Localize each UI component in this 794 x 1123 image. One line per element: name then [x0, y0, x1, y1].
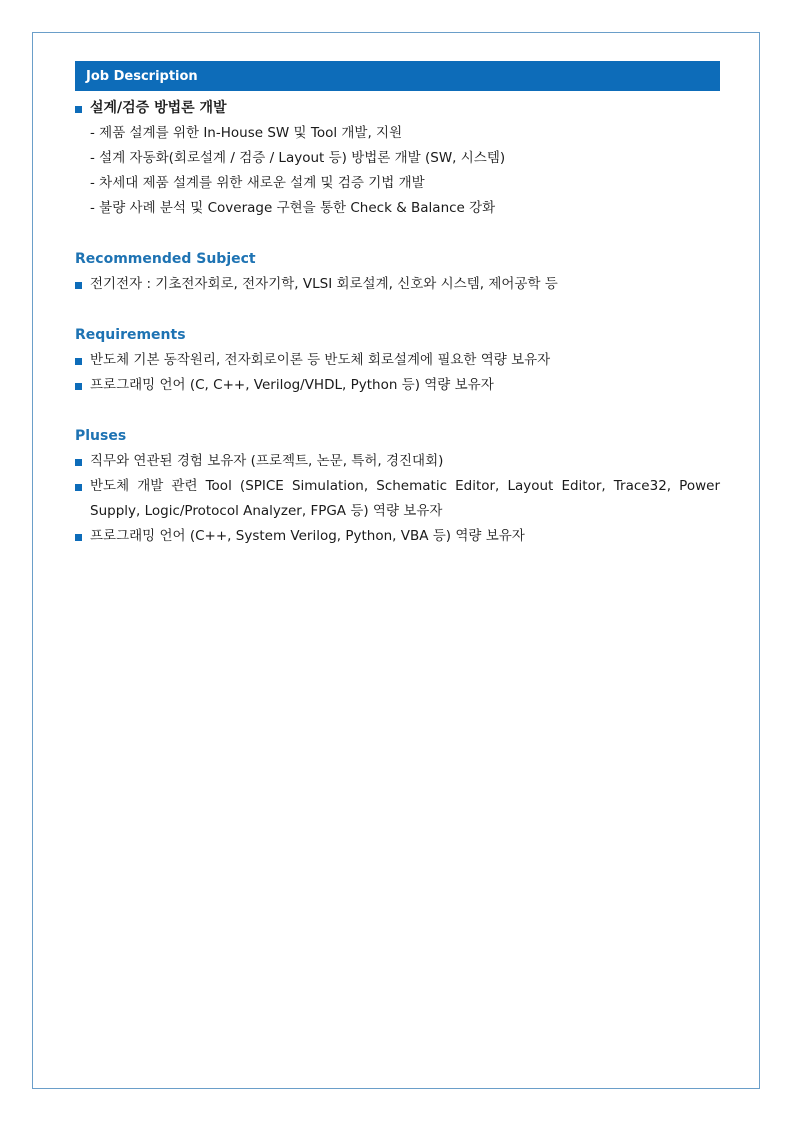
- plus-item-2-line-1: 반도체 개발 관련 Tool (SPICE Simulation, Schematic Editor, Layout Editor, Trace32, Power: [90, 478, 720, 494]
- plus-item-2: [75, 474, 720, 499]
- square-bullet-icon: [75, 282, 82, 289]
- job-sub-item-4: - 불량 사례 분석 및 Coverage 구현을 통한 Check & Balance 강화: [90, 200, 496, 216]
- plus-item-1: [75, 449, 720, 474]
- plus-item-1-text: 직무와 연관된 경험 보유자 (프로젝트, 논문, 특허, 경진대회): [90, 453, 444, 469]
- job-description-header: Job Description: [75, 61, 720, 91]
- job-sub-item-1: - 제품 설계를 위한 In-House SW 및 Tool 개발, 지원: [90, 125, 403, 141]
- requirement-item-1-text: 반도체 기본 동작원리, 전자회로이론 등 반도체 회로설계에 필요한 역량 보유자: [90, 352, 551, 368]
- recommended-subject-title: Recommended Subject: [75, 251, 256, 267]
- requirement-item-2-text: 프로그래밍 언어 (C, C++, Verilog/VHDL, Python 등) 역량 보유자: [90, 377, 494, 393]
- square-bullet-icon: [75, 106, 82, 113]
- recommended-subject-item: [75, 272, 720, 297]
- recommended-subject-text: 전기전자 : 기초전자회로, 전자기학, VLSI 회로설계, 신호와 시스템, 제어공학 등: [90, 276, 558, 292]
- pluses-title: Pluses: [75, 428, 127, 444]
- job-sub-item-3: - 차세대 제품 설계를 위한 새로운 설계 및 검증 기법 개발: [90, 175, 425, 191]
- job-main-item-text: 설계/검증 방법론 개발: [90, 100, 227, 116]
- plus-item-3-text: 프로그래밍 언어 (C++, System Verilog, Python, VBA 등) 역량 보유자: [90, 528, 525, 544]
- job-sub-item-2: - 설계 자동화(회로설계 / 검증 / Layout 등) 방법론 개발 (SW, 시스템): [90, 150, 506, 166]
- square-bullet-icon: [75, 358, 82, 365]
- requirement-item-1: [75, 348, 720, 373]
- requirements-title: Requirements: [75, 327, 186, 343]
- plus-item-3: [75, 524, 720, 549]
- plus-item-2-continuation: Supply, Logic/Protocol Analyzer, FPGA 등) 역량 보유자: [90, 503, 443, 519]
- square-bullet-icon: [75, 383, 82, 390]
- square-bullet-icon: [75, 484, 82, 491]
- square-bullet-icon: [75, 534, 82, 541]
- content-area: [75, 96, 720, 549]
- job-main-item: [75, 96, 720, 121]
- requirement-item-2: [75, 373, 720, 398]
- square-bullet-icon: [75, 459, 82, 466]
